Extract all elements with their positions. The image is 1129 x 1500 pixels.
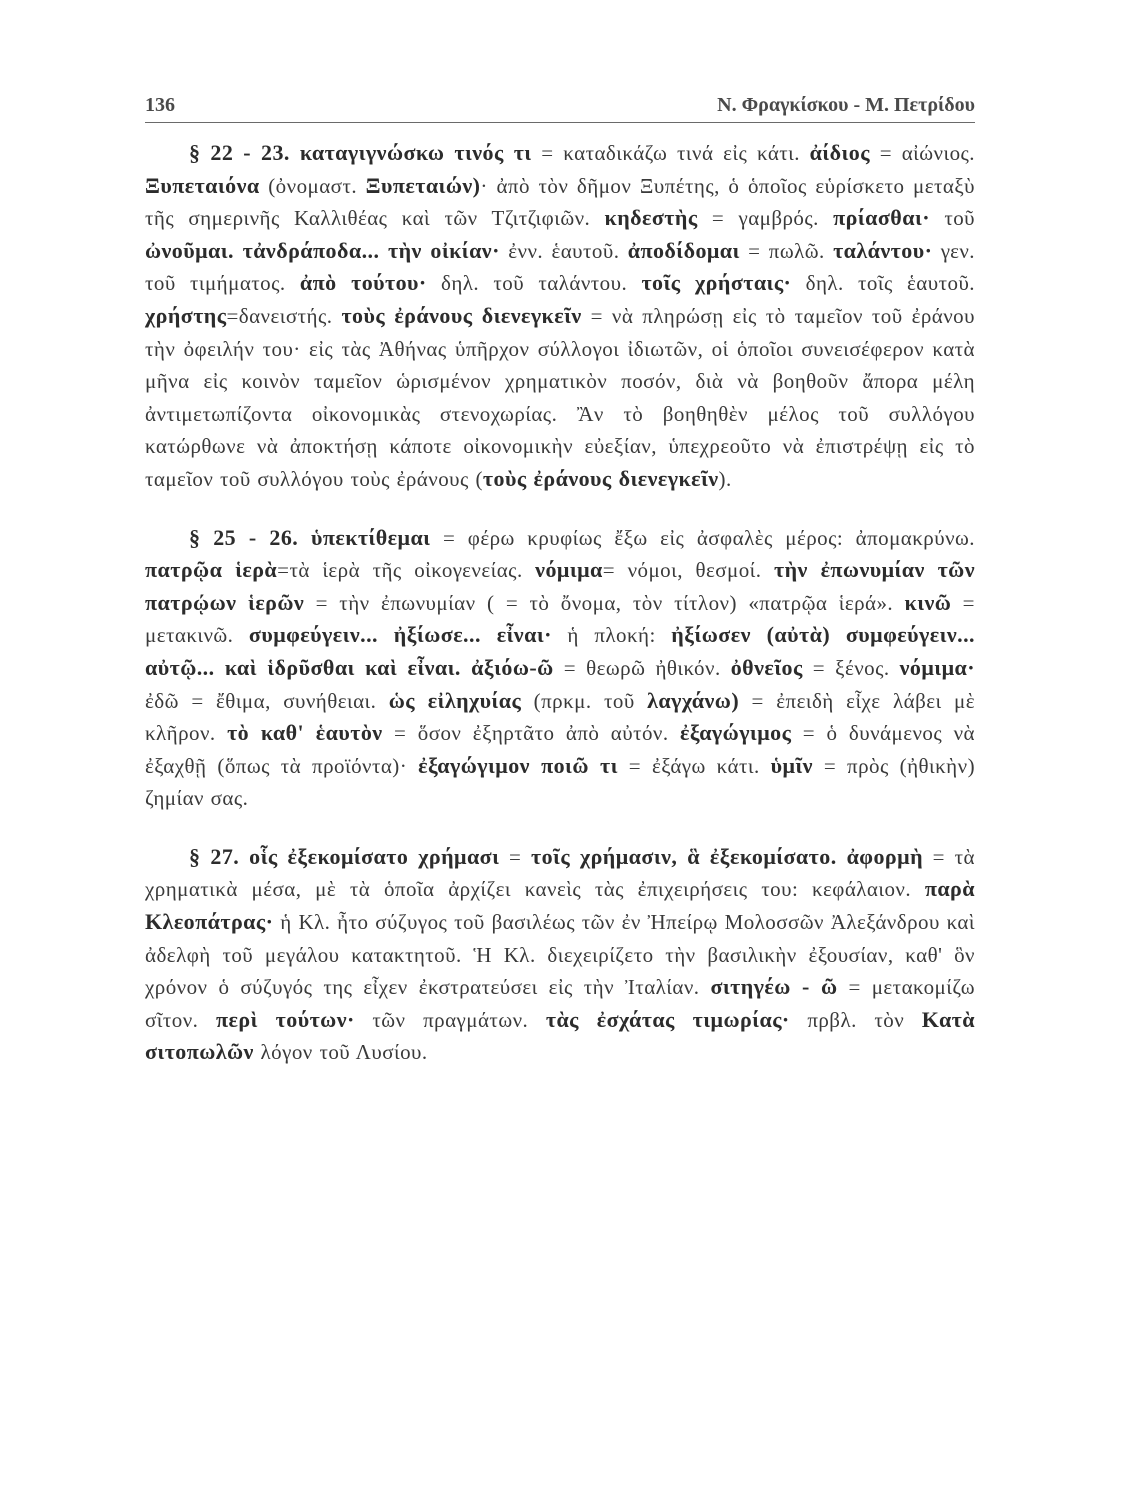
glossary-term: κινῶ — [904, 589, 952, 615]
glossary-term: τὰς ἐσχάτας τιμωρίας· — [545, 1006, 790, 1032]
glossary-term: συμφεύγειν... ἠξίωσε... εἶναι· — [248, 622, 552, 648]
explanation-text: =τὰ ἱερὰ τῆς οἰκογενείας. — [277, 558, 536, 583]
book-page — [145, 88, 975, 1069]
explanation-text: (πρκμ. τοῦ — [521, 688, 648, 713]
glossary-term: καταγιγνώσκω τινός τι — [299, 140, 532, 165]
glossary-term: τοὺς ἐράνους διενεγκεῖν — [341, 302, 582, 328]
glossary-term: τὴν ἐπωνυμίαν τῶν πατρῴων ἱερῶν — [145, 557, 975, 615]
explanation-text: = ὁ δυνάμενος νὰ ἐξαχθῇ (ὅπως τὰ προϊόντα)· — [145, 721, 975, 778]
glossary-term: ταλάντου· — [833, 237, 933, 263]
glossary-term: § 22 - 23. — [189, 140, 300, 165]
glossary-term: ἀποδίδομαι — [627, 237, 740, 263]
glossary-term: τὸ καθ' ἑαυτὸν — [227, 720, 383, 746]
glossary-term: πρίασθαι· — [833, 205, 931, 231]
explanation-text: ἡ πλοκή: — [551, 623, 672, 648]
explanation-text: γεν. τοῦ τιμήματος. — [145, 238, 976, 296]
glossary-term: νόμιμα — [535, 557, 603, 583]
explanation-text: = νόμοι, θεσμοί. — [602, 558, 774, 583]
glossary-term: Ξυπεταιών) — [365, 172, 481, 198]
glossary-term: ὡς εἰληχυίας — [388, 687, 522, 713]
explanation-text: = νὰ πληρώσῃ εἰς τὸ ταμεῖον τοῦ ἐράνου τὴν ὀφειλήν του· εἰς τὰς Ἀθήνας ὑπῆρχον σύλλογοι ἰδιωτῶν, οἱ ὁποῖοι συνεισέφερον κατὰ μῆνα εἰς κοινὸν ταμεῖον ὡρισμένον χρηματικὸν ποσόν, διὰ νὰ βοηθοῦν ἄπορα μέλη ἀντιμετωπίζοντα οἰκονομικὰς στενοχωρίας. Ἂν τὸ βοηθηθὲν μέλος τοῦ συλλόγου κατώρθωνε νὰ ἀποκτήσῃ κάποτε οἰκονομικὴν εὐεξίαν, ὑπεχρεοῦτο νὰ ἐπιστρέψῃ εἰς τὸ ταμεῖον τοῦ συλλόγου τοὺς ἐράνους ( — [145, 303, 975, 491]
glossary-term: ἐξαγώγιμον ποιῶ τι — [418, 752, 618, 778]
explanation-text: = γαμβρός. — [697, 206, 834, 231]
glossary-term: κηδεστὴς — [604, 205, 698, 231]
glossary-term: νόμιμα· — [899, 654, 975, 680]
glossary-term: ὠνοῦμαι. τἀνδράποδα... τὴν οἰκίαν· — [145, 237, 500, 263]
explanation-text: = καταδικάζω τινά εἰς κάτι. — [531, 141, 810, 165]
paragraph-section-22-23 — [145, 137, 975, 496]
explanation-text: τῶν πραγμάτων. — [354, 1007, 546, 1032]
paragraph-section-25-26 — [145, 522, 975, 815]
glossary-term: πατρῷα ἱερὰ — [145, 557, 278, 583]
explanation-text: πρβλ. τὸν — [789, 1007, 922, 1032]
explanation-text: δηλ. τοῖς ἑαυτοῦ. — [791, 271, 975, 296]
explanation-text: = — [499, 844, 532, 869]
glossary-term: σιτηγέω - ῶ — [710, 974, 838, 1000]
explanation-text: = ὅσον ἐξηρτᾶτο ἀπὸ αὐτόν. — [382, 721, 681, 746]
explanation-text: = πρὸς (ἠθικὴν) ζημίαν σας. — [145, 753, 976, 811]
explanation-text: (ὀνομαστ. — [259, 173, 366, 198]
glossary-term: ἠξίωσεν (αὐτὰ) συμφεύγειν... αὐτῷ... καὶ ἱδρῦσθαι καὶ εἶναι. ἀξιόω-ῶ — [145, 622, 975, 680]
explanation-text: = αἰώνιος. — [870, 141, 975, 165]
explanation-text: ἡ Κλ. ἦτο σύζυγος τοῦ βασιλέως τῶν ἐν Ἠπείρῳ Μολοσσῶν Ἀλεξάνδρου καὶ ἀδελφὴ τοῦ μεγάλου κατακτητοῦ. Ἡ Κλ. διεχειρίζετο τὴν βασιλικὴν ἐξουσίαν, καθ' ὃν χρόνον ὁ σύζυγός της εἶχεν ἐκστρατεύσει εἰς τὴν Ἰταλίαν. — [145, 910, 975, 1000]
explanation-text: = ἐπειδὴ εἶχε λάβει μὲ κλῆρον. — [145, 688, 976, 746]
explanation-text: = ξένος. — [802, 655, 900, 680]
explanation-text: ἐνν. ἑαυτοῦ. — [499, 238, 628, 263]
explanation-text: = πωλῶ. — [739, 238, 834, 263]
glossary-term: ἐξαγώγιμος — [680, 720, 792, 746]
explanation-text: τοῦ — [930, 206, 976, 231]
glossary-term: παρὰ Κλεοπάτρας· — [145, 876, 975, 935]
glossary-term: περὶ τούτων· — [215, 1006, 355, 1032]
explanation-text: λόγον τοῦ Λυσίου. — [253, 1040, 428, 1065]
explanation-text: =δανειστής. — [226, 303, 342, 328]
glossary-term: τοῖς χρήσταις· — [641, 270, 792, 296]
glossary-term: Κατὰ σιτοπωλῶν — [145, 1006, 975, 1065]
page-number: 136 — [145, 94, 175, 116]
running-head: Ν. Φραγκίσκου - Μ. Πετρίδου — [717, 94, 975, 116]
explanation-text: = τὴν ἐπωνυμίαν ( = τὸ ὄνομα, τὸν τίτλον) «πατρῷα ἱερά». — [304, 590, 905, 615]
explanation-text: = ἐξάγω κάτι. — [617, 753, 771, 778]
explanation-text: δηλ. τοῦ ταλάντου. — [426, 271, 642, 296]
glossary-term: λαγχάνω) — [647, 687, 740, 713]
glossary-term: § 27. — [189, 843, 250, 869]
explanation-text: · ἀπὸ τὸν δῆμον Ξυπέτης, ὁ ὁποῖος εὑρίσκετο μεταξὺ τῆς σημερινῆς Καλλιθέας καὶ τῶν Τζιτζιφιῶν. — [145, 173, 975, 231]
explanation-text: = φέρω κρυφίως ἔξω εἰς ἀσφαλὲς μέρος: ἀπομακρύνω. — [430, 525, 975, 550]
glossary-term: Ξυπεταιόνα — [145, 172, 260, 198]
glossary-term: τοῖς χρήμασιν, ἃ ἐξεκομίσατο. ἀφορμὴ — [531, 843, 924, 869]
glossary-term: ἀίδιος — [809, 140, 870, 165]
explanation-text: = θεωρῶ ἠθικόν. — [553, 655, 731, 680]
explanation-text: = μετακομίζω σῖτον. — [145, 975, 976, 1032]
glossary-term: ὑπεκτίθεμαι — [311, 524, 431, 550]
explanation-text: ). — [718, 466, 732, 491]
glossary-term: ὀθνεῖος — [730, 654, 803, 680]
explanation-text: ἐδῶ = ἔθιμα, συνήθειαι. — [145, 688, 389, 713]
glossary-term: § 25 - 26. — [189, 524, 311, 550]
glossary-term: ἀπὸ τούτου· — [299, 270, 427, 296]
glossary-term: ὑμῖν — [770, 752, 813, 778]
glossary-term: τοὺς ἐράνους διενεγκεῖν — [482, 465, 719, 491]
glossary-term: οἷς ἐξεκομίσατο χρήμασι — [249, 843, 500, 869]
page-header — [145, 88, 975, 123]
explanation-text: = μετακινῶ. — [145, 590, 975, 648]
glossary-term: χρήστης — [145, 302, 227, 328]
explanation-text: = τὰ χρηματικὰ μέσα, μὲ τὰ ὁποῖα ἀρχίζει κανεὶς τὰς ἐπιχειρήσεις του: κεφάλαιον. — [145, 844, 975, 902]
paragraph-section-27 — [145, 841, 975, 1069]
